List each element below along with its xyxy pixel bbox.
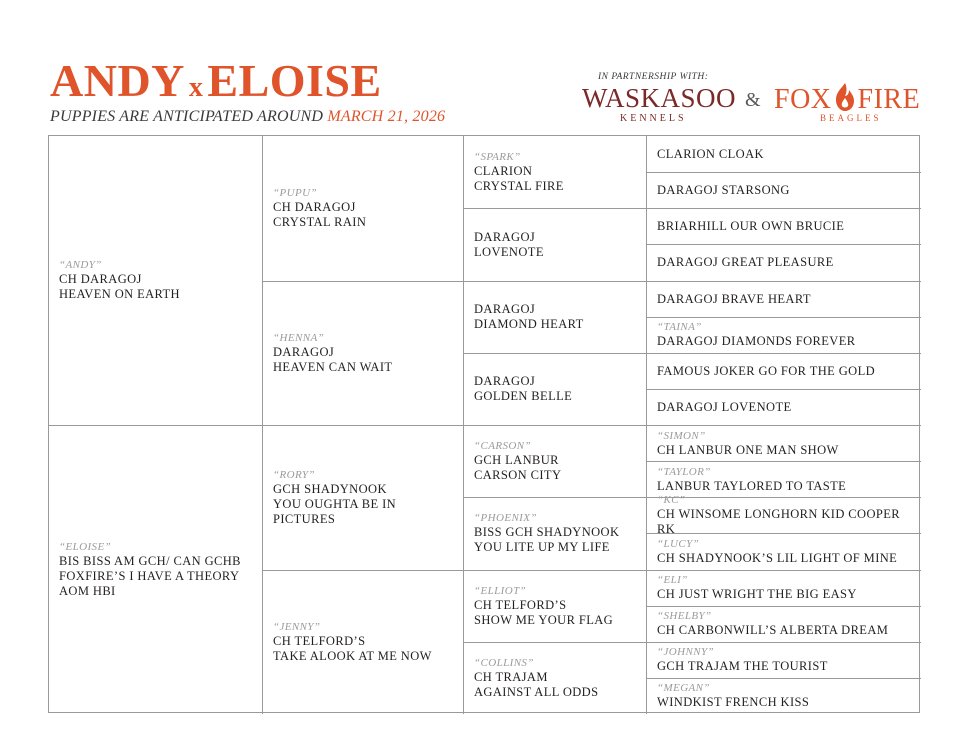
pedigree-cell-gen4 [646, 678, 921, 714]
waskasoo-kennels-label: KENNELS [620, 113, 687, 124]
dog-registered-name: DARAGOJ HEAVEN CAN WAIT [273, 344, 393, 374]
pedigree-cell-gen3 [463, 497, 646, 569]
dog-registered-name: CH WINSOME LONGHORN KID COOPER RK [657, 507, 901, 537]
dog-nickname: “HENNA” [273, 331, 325, 344]
pedigree-cell-gen3 [463, 353, 646, 425]
ampersand: & [745, 89, 761, 111]
pedigree-cell-gen4 [646, 244, 921, 280]
pedigree-cell-gen4 [646, 136, 921, 172]
dog-nickname: “TAYLOR” [657, 465, 711, 478]
dog-registered-name: DARAGOJ LOVENOTE [474, 229, 544, 259]
pedigree-cell-gen2 [262, 570, 463, 715]
pedigree-cell-gen3 [463, 136, 646, 208]
dog-registered-name: CLARION CRYSTAL FIRE [474, 163, 564, 193]
dog-nickname: “SIMON” [657, 429, 706, 442]
dog-nickname: “ANDY” [59, 259, 102, 271]
dog-registered-name: CH TELFORD’S SHOW ME YOUR FLAG [474, 597, 614, 627]
dam-name: ELOISE [207, 55, 382, 106]
pedigree-cell-gen4 [646, 208, 921, 244]
anticipated-date: MARCH 21, 2026 [327, 108, 446, 125]
pedigree-cell-gen3 [463, 570, 646, 642]
dog-registered-name: WINDKIST FRENCH KISS [657, 695, 810, 710]
pedigree-cell-gen2 [262, 281, 463, 426]
dog-registered-name: CH DARAGOJ CRYSTAL RAIN [273, 199, 367, 229]
pedigree-cell-gen1 [49, 425, 262, 714]
dog-registered-name: DARAGOJ STARSONG [657, 183, 790, 198]
flame-icon [832, 82, 858, 112]
dog-nickname: “CARSON” [474, 440, 531, 453]
dog-registered-name: DARAGOJ DIAMOND HEART [474, 302, 584, 332]
dog-nickname: “SHELBY” [657, 610, 712, 623]
pedigree-cell-gen4 [646, 494, 921, 537]
anticipation-text: PUPPIES ARE ANTICIPATED AROUND [50, 108, 324, 125]
dog-nickname: “LUCY” [657, 537, 700, 550]
dog-nickname: “ELI” [657, 574, 688, 587]
dog-registered-name: CH JUST WRIGHT THE BIG EASY [657, 587, 857, 602]
foxfire-beagles-label: BEAGLES [820, 113, 882, 123]
dog-registered-name: DARAGOJ DIAMONDS FOREVER [657, 334, 856, 349]
dog-nickname: “PHOENIX” [474, 512, 537, 525]
dog-nickname: “MEGAN” [657, 682, 710, 695]
pedigree-cell-gen4 [646, 606, 921, 642]
pedigree-cell-gen4 [646, 389, 921, 425]
page-title [50, 56, 382, 113]
pedigree-cell-gen4 [646, 570, 921, 606]
pedigree-chart [48, 135, 920, 713]
dog-registered-name: CH TELFORD’S TAKE ALOOK AT ME NOW [273, 633, 432, 663]
anticipation-line [50, 108, 445, 126]
dog-registered-name: BIS BISS AM GCH/ CAN GCHB FOXFIRE’S I HAVE A THEORY AOM HBI [59, 554, 241, 598]
pedigree-cell-gen3 [463, 642, 646, 714]
pedigree-cell-gen4 [646, 533, 921, 569]
dog-nickname: “COLLINS” [474, 656, 534, 669]
dog-registered-name: CH LANBUR ONE MAN SHOW [657, 442, 839, 457]
dog-nickname: “KC” [657, 494, 686, 507]
pedigree-cell-gen3 [463, 425, 646, 497]
pedigree-cell-gen4 [646, 172, 921, 208]
partnership-label: IN PARTNERSHIP WITH: [598, 72, 709, 82]
dog-registered-name: FAMOUS JOKER GO FOR THE GOLD [657, 363, 876, 378]
dog-registered-name: BISS GCH SHADYNOOK YOU LITE UP MY LIFE [474, 525, 620, 555]
dog-nickname: “ELOISE” [59, 541, 112, 553]
dog-registered-name: CH DARAGOJ HEAVEN ON EARTH [59, 272, 180, 301]
sire-name: ANDY [50, 55, 185, 106]
dog-registered-name: GCH SHADYNOOK YOU OUGHTA BE IN PICTURES [273, 481, 397, 526]
dog-nickname: “JENNY” [273, 620, 321, 633]
foxfire-logo-fire: FIRE [857, 84, 921, 115]
dog-registered-name: CLARION CLOAK [657, 146, 764, 161]
pedigree-cell-gen3 [463, 208, 646, 280]
dog-registered-name: DARAGOJ GOLDEN BELLE [474, 374, 573, 404]
pedigree-cell-gen2 [262, 136, 463, 281]
dog-nickname: “RORY” [273, 468, 315, 481]
pedigree-cell-gen2 [262, 425, 463, 570]
foxfire-logo-fox: FOX [774, 84, 832, 115]
dog-registered-name: CH TRAJAM AGAINST ALL ODDS [474, 669, 599, 699]
dog-nickname: “TAINA” [657, 321, 702, 334]
pedigree-cell-gen1 [49, 136, 262, 425]
pedigree-cell-gen4 [646, 425, 921, 461]
dog-registered-name: DARAGOJ BRAVE HEART [657, 291, 811, 306]
dog-registered-name: CH CARBONWILL’S ALBERTA DREAM [657, 623, 889, 638]
dog-nickname: “SPARK” [474, 150, 521, 163]
dog-nickname: “PUPU” [273, 186, 317, 199]
pedigree-cell-gen3 [463, 281, 646, 353]
pedigree-cell-gen4 [646, 281, 921, 317]
foxfire-logo [774, 82, 920, 116]
dog-registered-name: LANBUR TAYLORED TO TASTE [657, 478, 847, 493]
dog-registered-name: GCH LANBUR CARSON CITY [474, 453, 562, 483]
pedigree-cell-gen4 [646, 461, 921, 497]
dog-registered-name: BRIARHILL OUR OWN BRUCIE [657, 219, 845, 234]
dog-registered-name: DARAGOJ LOVENOTE [657, 399, 792, 414]
pedigree-cell-gen4 [646, 317, 921, 353]
dog-registered-name: CH SHADYNOOK’S LIL LIGHT OF MINE [657, 550, 898, 565]
dog-nickname: “ELLIOT” [474, 584, 527, 597]
dog-registered-name: GCH TRAJAM THE TOURIST [657, 659, 828, 674]
dog-registered-name: DARAGOJ GREAT PLEASURE [657, 255, 834, 270]
pedigree-cell-gen4 [646, 353, 921, 389]
dog-nickname: “JOHNNY” [657, 646, 714, 659]
waskasoo-logo: WASKASOO [582, 83, 737, 113]
cross-symbol: x [188, 72, 204, 103]
pedigree-cell-gen4 [646, 642, 921, 678]
